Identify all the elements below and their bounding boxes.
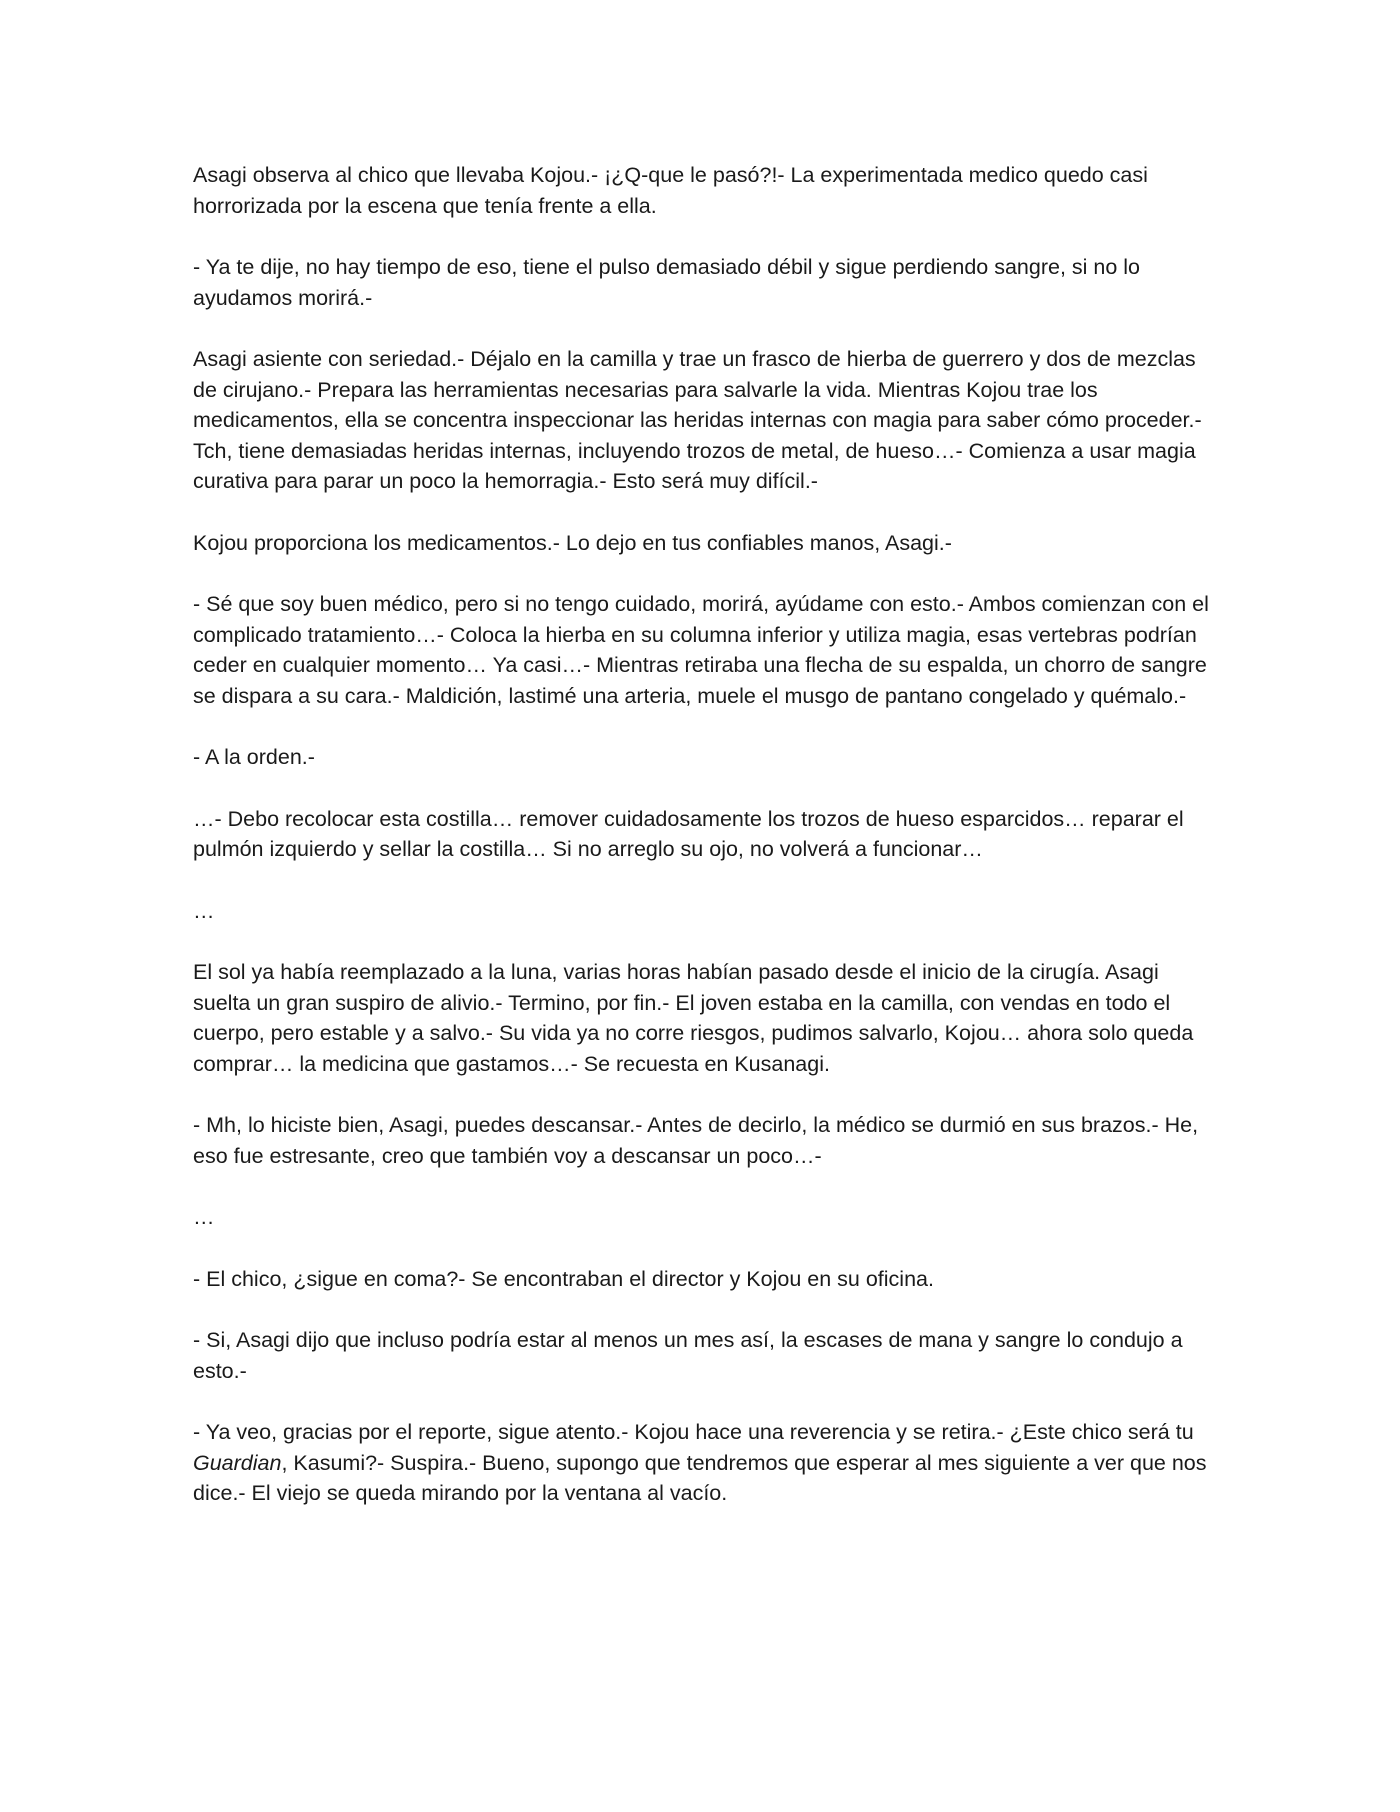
- paragraph: El sol ya había reemplazado a la luna, varias horas habían pasado desde el inicio de la cirugía. Asagi suelta un gran suspiro de alivio.- Termino, por fin.- El joven estaba en la camilla, con vendas en todo el cuerpo, pero estable y a salvo.- Su vida ya no corre riesgos, pudimos salvarlo, Kojou… ahora solo queda comprar… la medicina que gastamos…- Se recuesta en Kusanagi.: [193, 960, 1194, 1076]
- document-body: [193, 160, 1213, 1540]
- paragraph: Asagi observa al chico que llevaba Kojou.- ¡¿Q-que le pasó?!- La experimentada medico quedo casi horrorizada por la escena que tenía frente a ella.: [193, 163, 1148, 218]
- scene-break: …: [193, 898, 215, 923]
- paragraph: - Ya te dije, no hay tiempo de eso, tiene el pulso demasiado débil y sigue perdiendo sangre, si no lo ayudamos morirá.-: [193, 255, 1141, 310]
- italic-term: Guardian: [193, 1450, 282, 1475]
- text-run: , Kasumi?- Suspira.- Bueno, supongo que tendremos que esperar al mes siguiente a ver que nos dice.- El viejo se queda mirando por la ventana al vacío.: [193, 1450, 1207, 1505]
- paragraph: - Sé que soy buen médico, pero si no tengo cuidado, morirá, ayúdame con esto.- Ambos comienzan con el complicado tratamiento…- Coloca la hierba en su columna inferior y utiliza magia, esas vertebras podrían ceder en cualquier momento… Ya casi…- Mientras retiraba una flecha de su espalda, un chorro de sangre se dispara a su cara.- Maldición, lastimé una arteria, muele el musgo de pantano congelado y quémalo.-: [193, 592, 1209, 708]
- paragraph: Asagi asiente con seriedad.- Déjalo en la camilla y trae un frasco de hierba de guerrero y dos de mezclas de cirujano.- Prepara las herramientas necesarias para salvarle la vida. Mientras Kojou trae los medicamentos, ella se concentra inspeccionar las heridas internas con magia para saber cómo proceder.- Tch, tiene demasiadas heridas internas, incluyendo trozos de metal, de hueso…- Comienza a usar magia curativa para parar un poco la hemorragia.- Esto será muy difícil.-: [193, 347, 1202, 493]
- paragraph: …- Debo recolocar esta costilla… remover cuidadosamente los trozos de hueso esparcidos… reparar el pulmón izquierdo y sellar la costilla… Si no arreglo su ojo, no volverá a funcionar…: [193, 806, 1184, 861]
- scene-break: …: [193, 1205, 215, 1229]
- paragraph: - Mh, lo hiciste bien, Asagi, puedes descansar.- Antes de decirlo, la médico se durmió en sus brazos.- He, eso fue estresante, creo que también voy a descansar un poco…-: [193, 1113, 1199, 1168]
- paragraph: - A la orden.-: [193, 745, 315, 769]
- paragraph-last: [193, 1417, 1213, 1509]
- paragraph: - El chico, ¿sigue en coma?- Se encontraban el director y Kojou en su oficina.: [193, 1266, 934, 1291]
- paragraph: Kojou proporciona los medicamentos.- Lo dejo en tus confiables manos, Asagi.-: [193, 530, 952, 555]
- text-run: - Ya veo, gracias por el reporte, sigue atento.- Kojou hace una reverencia y se retira.- ¿Este chico será tu: [193, 1420, 1194, 1444]
- paragraph: - Si, Asagi dijo que incluso podría estar al menos un mes así, la escases de mana y sangre lo condujo a esto.-: [193, 1328, 1183, 1383]
